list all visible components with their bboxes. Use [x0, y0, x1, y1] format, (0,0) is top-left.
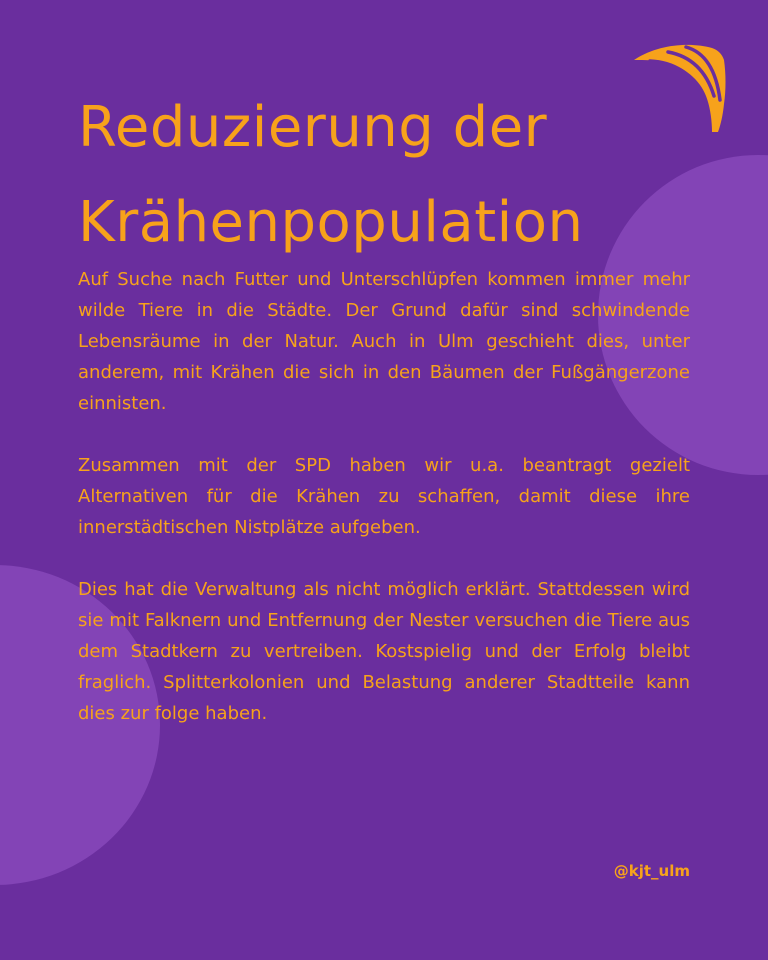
- post-title: [78, 80, 698, 270]
- paragraph-3: Dies hat die Verwaltung als nicht möglich erklärt. Stattdessen wird sie mit Falknern und Entfernung der Nester versuchen die Tiere aus dem Stadtkern zu vertreiben. Kostspielig und der Erfolg bleibt fraglich. Splitterkolonien und Belastung anderer Stadtteile kann dies zur folge haben.: [78, 579, 690, 724]
- title-line-1: Reduzierung der: [78, 95, 548, 160]
- title-line-2: Krähenpopulation: [78, 190, 584, 256]
- social-handle: @kjt_ulm: [613, 862, 690, 880]
- paragraph-2: Zusammen mit der SPD haben wir u.a. beantragt gezielt Alternativen für die Krähen zu schaffen, damit diese ihre innerstädtischen Nistplätze aufgeben.: [78, 455, 690, 538]
- paragraph-1: Auf Suche nach Futter und Unterschlüpfen kommen immer mehr wilde Tiere in die Städte. Der Grund dafür sind schwindende Lebensräume in der Natur. Auch in Ulm geschieht dies, unter anderem, mit Krähen die sich in den Bäumen der Fußgängerzone einnisten.: [78, 269, 690, 414]
- post-body: [78, 264, 690, 760]
